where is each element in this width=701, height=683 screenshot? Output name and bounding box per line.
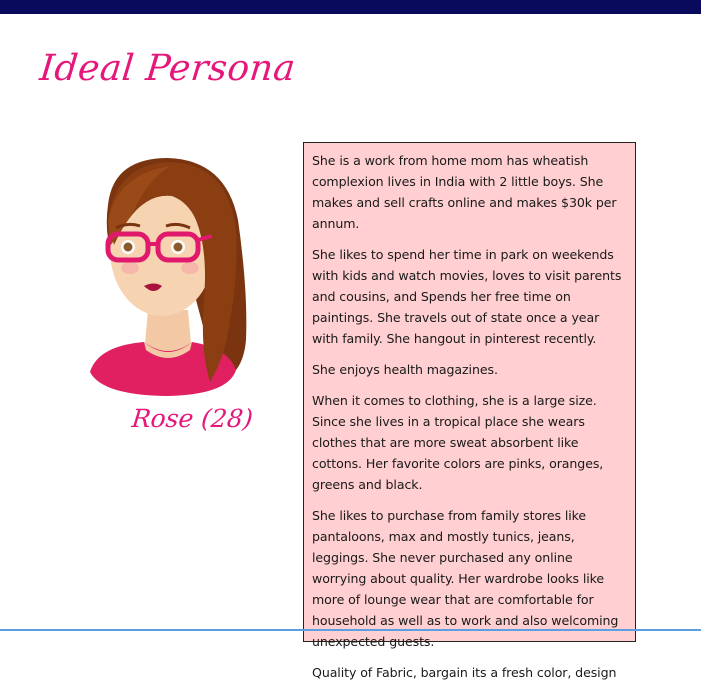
- description-paragraph: When it comes to clothing, she is a large size. Since she lives in a tropical place she wears clothes that are more sweat absorbent like cottons. Her favorite colors are pinks, oranges, greens and black.: [312, 393, 604, 492]
- woman-avatar-icon: [78, 150, 254, 400]
- top-bar: [0, 0, 701, 14]
- persona-description-box: [303, 142, 636, 680]
- persona-name: Rose (28): [130, 404, 255, 433]
- description-paragraph: She enjoys health magazines.: [312, 362, 498, 377]
- page-title: Ideal Persona: [37, 48, 298, 89]
- description-paragraph: She likes to purchase from family stores like pantaloons, max and mostly tunics, jeans, leggings. She never purchased any online worrying about quality. Her wardrobe looks like more of lounge wear that are comfortable for household as well as to work and also welcoming unexpected guests.: [312, 508, 619, 649]
- bottom-divider: [0, 629, 701, 631]
- description-paragraph: Quality of Fabric, bargain its a fresh color, design: [312, 665, 617, 680]
- description-paragraph: She likes to spend her time in park on weekends with kids and watch movies, loves to visit parents and cousins, and Spends her free time on paintings. She travels out of state once a year with family. She hangout in pinterest recently.: [312, 247, 622, 346]
- description-paragraph: She is a work from home mom has wheatish complexion lives in India with 2 little boys. She makes and sell crafts online and makes $30k per annum.: [312, 153, 617, 231]
